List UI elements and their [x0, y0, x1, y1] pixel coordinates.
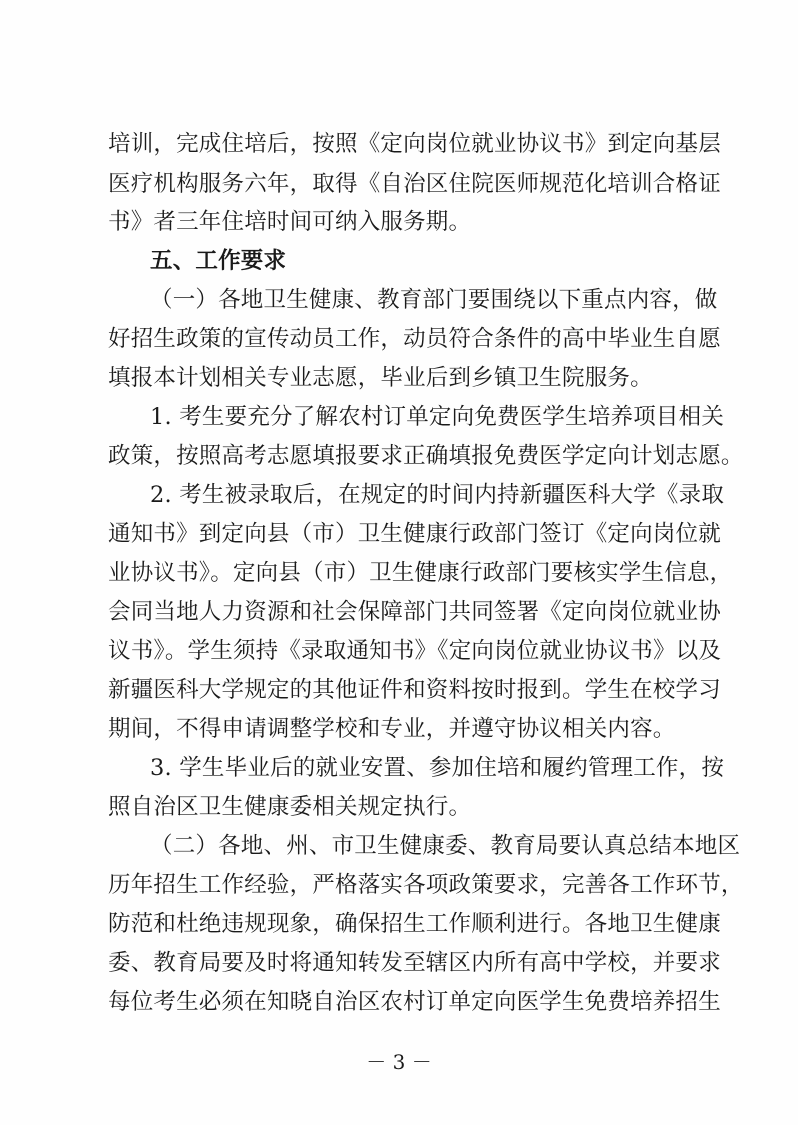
text-line: 委、教育局要及时将通知转发至辖区内所有高中学校，并要求 [108, 950, 721, 976]
text-line: 会同当地人力资源和社会保障部门共同签署《定向岗位就业协 [108, 599, 721, 625]
text-line: 填报本计划相关专业志愿，毕业后到乡镇卫生院服务。 [108, 365, 653, 391]
text-line: 业协议书》。定向县（市）卫生健康行政部门要核实学生信息， [108, 560, 733, 586]
text-line: 政策，按照高考志愿填报要求正确填报免费医学定向计划志愿。 [108, 443, 744, 469]
text-line: 1. 考生要充分了解农村订单定向免费医学生培养项目相关 [150, 404, 725, 430]
text-line: 议书》。学生须持《录取通知书》《定向岗位就业协议书》以及 [108, 638, 722, 664]
section-heading: 五、工作要求 [150, 248, 287, 274]
text-line: 3. 学生毕业后的就业安置、参加住培和履约管理工作，按 [150, 755, 725, 781]
text-line: 医疗机构服务六年，取得《自治区住院医师规范化培训合格证 [108, 171, 721, 197]
text-line: 照自治区卫生健康委相关规定执行。 [108, 794, 472, 820]
text-line: 书》者三年住培时间可纳入服务期。 [108, 209, 472, 235]
text-line: 2. 考生被录取后，在规定的时间内持新疆医科大学《录取 [150, 482, 725, 508]
page-number: － 3 － [366, 1050, 432, 1074]
text-line: 历年招生工作经验，严格落实各项政策要求，完善各工作环节， [108, 872, 744, 898]
text-line: 通知书》到定向县（市）卫生健康行政部门签订《定向岗位就 [108, 521, 721, 547]
text-line: 新疆医科大学规定的其他证件和资料按时报到。学生在校学习 [108, 677, 721, 703]
text-line: 期间，不得申请调整学校和专业，并遵守协议相关内容。 [108, 716, 676, 742]
text-line: 防范和杜绝违规现象，确保招生工作顺利进行。各地卫生健康 [108, 911, 721, 937]
text-line: （二）各地、州、市卫生健康委、教育局要认真总结本地区 [150, 833, 741, 859]
text-line: 每位考生必须在知晓自治区农村订单定向医学生免费培养招生 [108, 989, 721, 1015]
text-line: （一）各地卫生健康、教育部门要围绕以下重点内容，做 [150, 287, 718, 313]
text-line: 培训，完成住培后，按照《定向岗位就业协议书》到定向基层 [108, 131, 721, 157]
text-line: 好招生政策的宣传动员工作，动员符合条件的高中毕业生自愿 [108, 326, 721, 352]
